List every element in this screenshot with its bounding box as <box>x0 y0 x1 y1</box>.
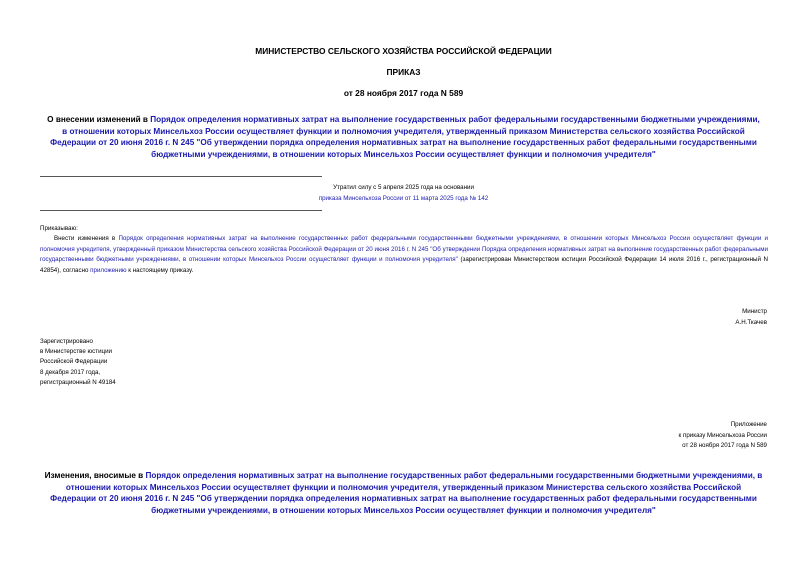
signature-block <box>735 307 767 328</box>
divider-bottom <box>40 210 322 211</box>
order-paragraph <box>40 234 768 276</box>
status-note <box>40 182 767 204</box>
appendix-line: от 28 ноября 2017 года N 589 <box>682 442 767 450</box>
signature-position: Министр <box>742 308 767 315</box>
doc-type-heading: ПРИКАЗ <box>386 67 421 77</box>
registration-line: Российской Федерации <box>40 358 108 366</box>
paragraph-link-appendix[interactable]: приложению <box>90 266 127 274</box>
ministry-heading: МИНИСТЕРСТВО СЕЛЬСКОГО ХОЗЯЙСТВА РОССИЙСКОЙ ФЕДЕРАЦИИ <box>255 46 552 56</box>
registration-line: регистрационный N 49184 <box>40 378 116 386</box>
paragraph-middle: (зарегистрирован Министерством юстиции Российской Федерации 14 июля 2016 г., регистрационный N 42854), согласно <box>40 256 768 274</box>
paragraph-end: к настоящему приказу. <box>126 266 194 274</box>
appendix-title-prefix: Изменения, вносимые в <box>44 471 146 480</box>
order-date: от 28 ноября 2017 года N 589 <box>343 88 464 98</box>
appendix-title <box>44 470 763 516</box>
order-title <box>44 114 763 160</box>
appendix-title-link[interactable]: Порядок определения нормативных затрат на выполнение государственных работ федеральными государственными бюджетными учреждениями, в отношении которых Минсельхоз России осуществляет функции и полномочия учредителя, утвержденный приказом Министерства сельского хозяйства Российской Федерации от 20 июня 2016 г. N 245 "Об утверждении порядка определения нормативных затрат на выполнение государственных работ федеральными государственными бюджетными учреждениями, в отношении которых Минсельхоз России осуществляет функции и полномочия учредителя" <box>50 471 763 515</box>
registration-line: Зарегистрировано <box>40 338 93 345</box>
order-title-link[interactable]: Порядок определения нормативных затрат на выполнение государственных работ федеральными государственными бюджетными учреждениями, в отношении которых Минсельхоз России осуществляет функции и полномочия учредителя, утвержденный приказом Министерства сельского хозяйства Российской Федерации от 20 июня 2016 г. N 245 "Об утверждении порядка определения нормативных затрат на выполнение государственных работ федеральными государственными бюджетными учреждениями, в отношении которых Минсельхоз России осуществляет функции и полномочия учредителя" <box>50 115 760 159</box>
appendix-line: Приложение <box>730 421 767 428</box>
registration-block <box>40 337 116 388</box>
paragraph-start: Внести изменения в <box>54 235 119 243</box>
order-body <box>40 224 768 276</box>
paragraph-link-procedure[interactable]: Порядок определения нормативных затрат на выполнение государственных работ федеральными государственными бюджетными учреждениями, в отношении которых Минсельхоз России осуществляет функции и полномочия учредителя, утвержденный приказом Министерства сельского хозяйства Российской Федерации от 20 июня 2016 г. N 245 "Об утверждении Порядка определения нормативных затрат на выполнение государственных работ федеральными государственными бюджетными учреждениями, в отношении которых Минсельхоз России осуществляет функции и полномочия учредителя" <box>40 235 768 264</box>
order-word: Приказываю: <box>40 225 78 232</box>
appendix-header <box>679 420 767 452</box>
status-note-link[interactable]: приказа Минсельхоза России от 11 марта 2025 года № 142 <box>318 195 489 202</box>
registration-line: в Министерстве юстиции <box>40 348 113 356</box>
status-note-text: Утратил силу с 5 апреля 2025 года на основании <box>333 184 474 191</box>
appendix-line: к приказу Минсельхоза России <box>678 431 767 439</box>
signature-name: А.Н.Ткачев <box>735 318 767 326</box>
divider-top <box>40 176 322 177</box>
order-title-prefix: О внесении изменений в <box>47 115 151 124</box>
registration-line: 8 декабря 2017 года, <box>40 368 101 376</box>
